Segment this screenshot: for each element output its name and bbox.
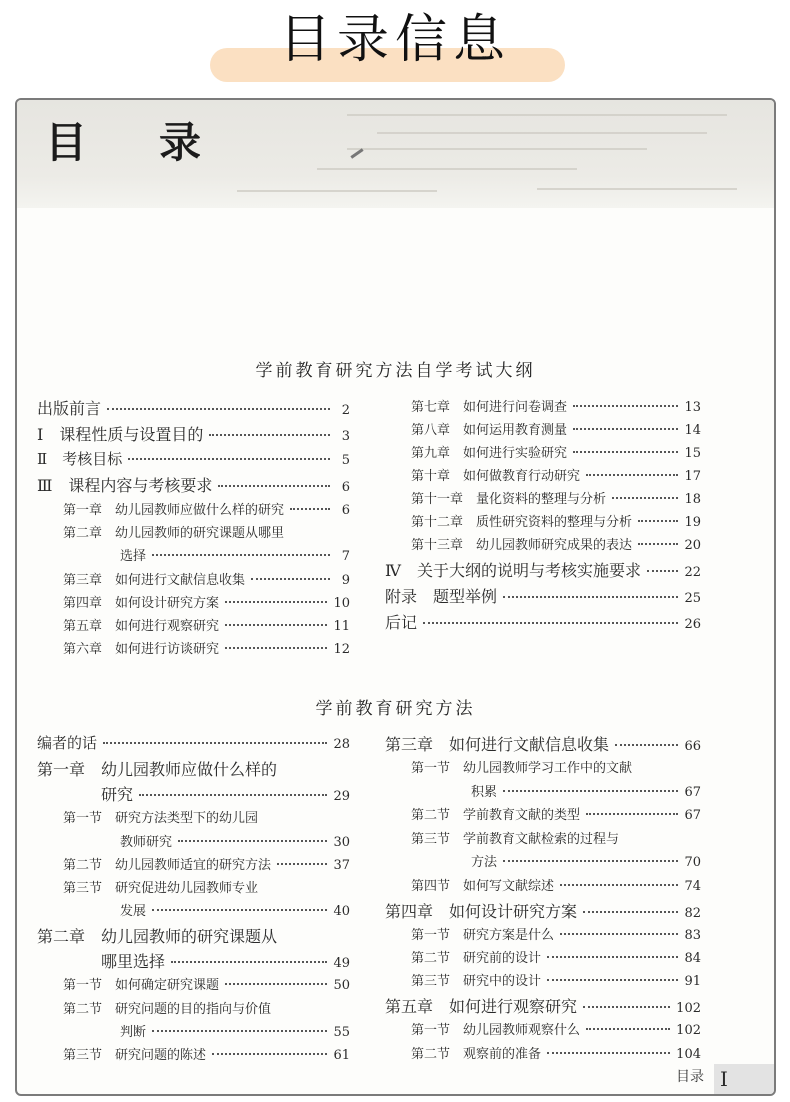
toc-row: 第二章 幼儿园教师的研究课题从 [37,927,278,946]
toc-row: 判断 55 [120,1025,350,1040]
toc-row: 第四章 如何设计研究方案 10 [63,596,350,611]
toc-row: Ⅱ 考核目标 5 [37,450,350,468]
toc-row: 附录 题型举例 25 [385,587,701,606]
toc-row: 选择 7 [120,549,350,564]
toc-heading-char-2: 录 [159,118,202,167]
toc-row: 第二章 幼儿园教师的研究课题从哪里 [63,526,285,541]
toc-row: 第六章 如何进行访谈研究 12 [63,642,350,657]
toc-row: 第五章 如何进行观察研究 102 [385,997,701,1016]
footer-label: 目录 [676,1069,704,1085]
toc-row: 第一节 研究方案是什么 83 [411,928,701,943]
toc-row: 第一节 幼儿园教师观察什么 102 [411,1023,701,1038]
toc-row: 第四节 如何写文献综述 74 [411,879,701,894]
footer-page-number: I [714,1064,774,1094]
section-2-title: 学前教育研究方法 [315,699,476,719]
toc-row: 出版前言 2 [37,399,350,418]
toc-row: 第八章 如何运用教育测量 14 [411,423,701,438]
toc-row: 第一节 幼儿园教师学习工作中的文献 [411,761,633,776]
toc-row: 第十章 如何做教育行动研究 17 [411,469,701,484]
toc-row: 第三章 如何进行文献信息收集 9 [63,573,350,588]
toc-row: 第二节 学前教育文献的类型 67 [411,808,701,823]
toc-row: Ⅰ 课程性质与设置目的 3 [37,425,350,444]
toc-row: 第三节 学前教育文献检索的过程与 [411,832,620,847]
toc-row: 第五章 如何进行观察研究 11 [63,619,350,634]
toc-row: Ⅲ 课程内容与考核要求 6 [37,476,350,495]
toc-row: 第三节 研究问题的陈述 61 [63,1048,350,1063]
toc-row: 积累 67 [471,785,701,800]
toc-row: 教师研究 30 [120,835,350,850]
toc-row: 后记 26 [385,613,701,632]
toc-row: 第一章 幼儿园教师应做什么样的研究 6 [63,503,350,518]
toc-row: 第一节 如何确定研究课题 50 [63,978,350,993]
scan-bleed-band [17,100,774,208]
toc-row: 第三章 如何进行文献信息收集 66 [385,735,701,754]
book-page-frame [15,98,776,1096]
toc-row: 发展 40 [120,904,350,919]
toc-row: 第九章 如何进行实验研究 15 [411,446,701,461]
toc-row: 编者的话 28 [37,734,350,752]
toc-row: 第七章 如何进行问卷调查 13 [411,400,701,415]
toc-row: 哪里选择 49 [101,952,350,971]
toc-row: Ⅳ 关于大纲的说明与考核实施要求 22 [385,561,701,580]
toc-row: 第十三章 幼儿园教师研究成果的表达 20 [411,538,701,553]
toc-row: 第三节 研究促进幼儿园教师专业 [63,881,259,896]
section-1-title: 学前教育研究方法自学考试大纲 [255,361,536,381]
toc-row: 第十二章 质性研究资料的整理与分析 19 [411,515,701,530]
toc-row: 第二节 幼儿园教师适宜的研究方法 37 [63,858,350,873]
toc-row: 第一节 研究方法类型下的幼儿园 [63,811,259,826]
toc-row: 第二节 观察前的准备 104 [411,1047,701,1062]
toc-heading-char-1: 目 [45,118,88,167]
toc-row: 第四章 如何设计研究方案 82 [385,902,701,921]
toc-row: 第十一章 量化资料的整理与分析 18 [411,492,701,507]
toc-row: 方法 70 [471,855,701,870]
page-title: 目录信息 [278,10,511,70]
toc-row: 第一章 幼儿园教师应做什么样的 [37,760,278,779]
toc-row: 第二节 研究问题的目的指向与价值 [63,1002,272,1017]
toc-row: 第二节 研究前的设计 84 [411,951,701,966]
toc-row: 第三节 研究中的设计 91 [411,974,701,989]
toc-row: 研究 29 [101,785,350,804]
